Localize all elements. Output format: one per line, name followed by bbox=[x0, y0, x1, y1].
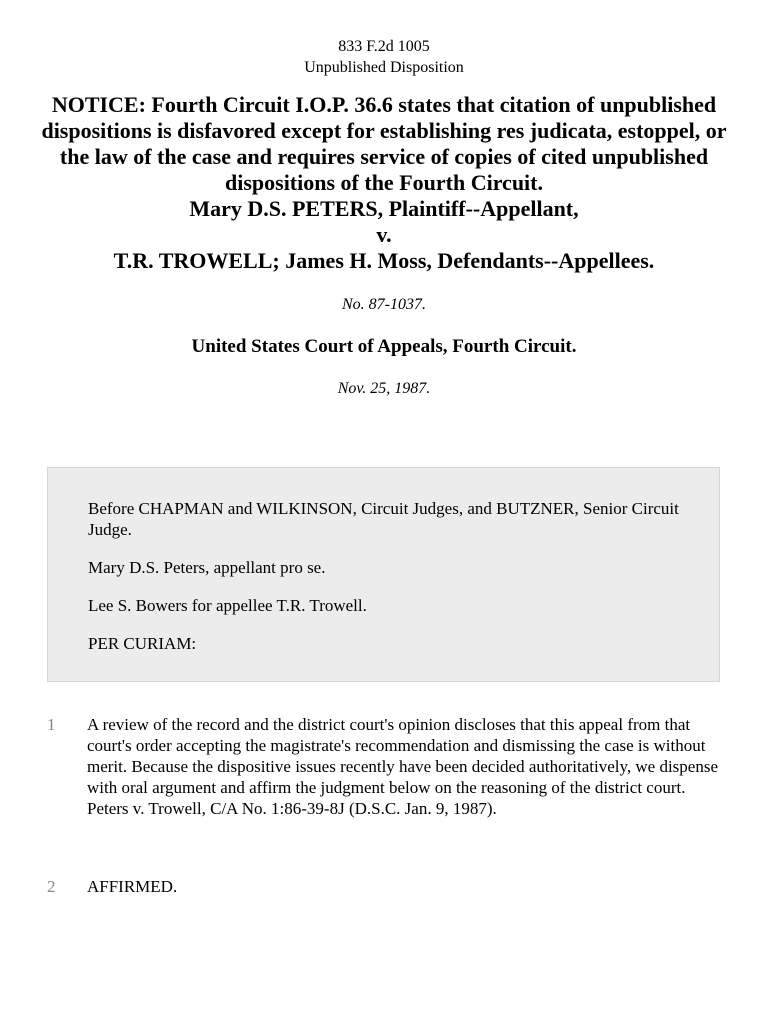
document-header bbox=[0, 0, 768, 78]
versus-line: v. bbox=[376, 222, 392, 247]
paragraph-number: 2 bbox=[47, 877, 56, 896]
notice-text: NOTICE: Fourth Circuit I.O.P. 36.6 states that citation of unpublished dispositions is disfavored except for establishing res judicata, estoppel, or the law of the case and requires service of copies of cited unpublished dispositions of the Fourth Circuit. bbox=[41, 92, 727, 195]
opinion-paragraph bbox=[47, 876, 727, 897]
defendants-line: T.R. TROWELL; James H. Moss, Defendants--Appellees. bbox=[113, 248, 655, 273]
decision-date: Nov. 25, 1987. bbox=[337, 380, 431, 397]
paragraph-text: A review of the record and the district court's opinion discloses that this appeal from that court's order accepting the magistrate's recommendation and dismissing the case is without merit. Because the dispositive issues recently have been decided authoritatively, we dispense with oral argument and affirm the judgment below on the reasoning of the district court. Peters v. Trowell, C/A No. 1:86-39-8J (D.S.C. Jan. 9, 1987). bbox=[87, 715, 719, 818]
court-name: United States Court of Appeals, Fourth Circuit. bbox=[191, 336, 577, 357]
panel-box bbox=[47, 467, 720, 682]
disposition-label: Unpublished Disposition bbox=[304, 59, 464, 76]
notice-block bbox=[40, 92, 728, 274]
paragraph-text: AFFIRMED. bbox=[87, 877, 178, 896]
paragraph-number: 1 bbox=[47, 715, 56, 734]
judges-line: Before CHAPMAN and WILKINSON, Circuit Judges, and BUTZNER, Senior Circuit Judge. bbox=[88, 499, 679, 539]
appellee-counsel: Lee S. Bowers for appellee T.R. Trowell. bbox=[88, 596, 367, 615]
appellant-counsel: Mary D.S. Peters, appellant pro se. bbox=[88, 558, 326, 577]
citation: 833 F.2d 1005 bbox=[338, 38, 430, 55]
opinion-paragraph bbox=[47, 714, 727, 819]
per-curiam: PER CURIAM: bbox=[88, 634, 197, 653]
plaintiff-line: Mary D.S. PETERS, Plaintiff--Appellant, bbox=[189, 196, 579, 221]
docket-number: No. 87-1037. bbox=[342, 296, 426, 313]
